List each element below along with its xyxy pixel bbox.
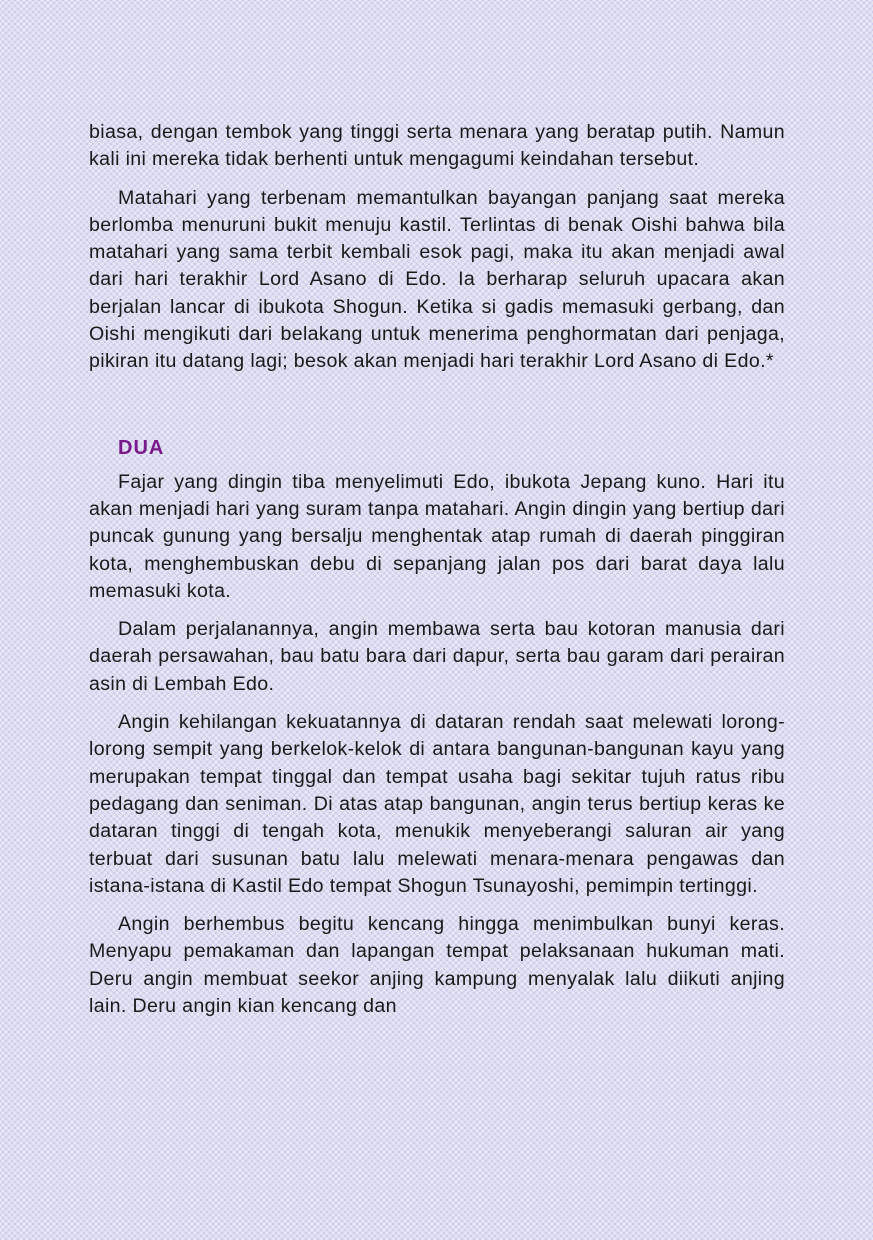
paragraph: Dalam perjalanannya, angin membawa serta bau kotoran manusia dari daerah persawahan, bau batu bara dari dapur, serta bau garam dari perairan asin di Lembah Edo. [89,618,785,695]
paragraph: Angin berhembus begitu kencang hingga menimbulkan bunyi keras. Menyapu pemakaman dan lapangan tempat pelaksanaan hukuman mati. Deru angin membuat seekor anjing kampung menyalak lalu diikuti anjing lain. Deru angin kian kencang dan [89,913,785,1018]
paragraph: Matahari yang terbenam memantulkan bayangan panjang saat mereka berlomba menuruni bukit menuju kastil. Terlintas di benak Oishi bahwa bila matahari yang sama terbit kembali esok pagi, maka itu akan menjadi awal dari hari terakhir Lord Asano di Edo. Ia berharap seluruh upacara akan berjalan lancar di ibukota Shogun. Ketika si gadis memasuki gerbang, dan Oishi mengikuti dari belakang untuk menerima penghormatan dari penjaga, pikiran itu datang lagi; besok akan menjadi hari terakhir Lord Asano di Edo.* [89,186,785,373]
document-page [89,119,785,1031]
chapter-title: DUA [118,436,165,459]
paragraph-continued: biasa, dengan tembok yang tinggi serta menara yang beratap putih. Namun kali ini mereka tidak berhenti untuk mengagumi keindahan tersebut. [89,121,785,171]
paragraph: Angin kehilangan kekuatannya di dataran rendah saat melewati lorong-lorong sempit yang berkelok-kelok di antara bangunan-bangunan kayu yang merupakan tempat tinggal dan tempat usaha bagi sekitar tujuh ratus ribu pedagang dan seniman. Di atas atap bangunan, angin terus bertiup keras ke dataran tinggi di tengah kota, menukik menyeberangi saluran air yang terbuat dari susunan batu lalu melewati menara-menara pengawas dan istana-istana di Kastil Edo tempat Shogun Tsunayoshi, pemimpin tertinggi. [89,711,785,897]
paragraph: Fajar yang dingin tiba menyelimuti Edo, ibukota Jepang kuno. Hari itu akan menjadi hari yang suram tanpa matahari. Angin dingin yang bertiup dari puncak gunung yang bersalju menghentak atap rumah di daerah pinggiran kota, menghembuskan debu di sepanjang jalan pos dari barat daya lalu memasuki kota. [89,470,785,602]
